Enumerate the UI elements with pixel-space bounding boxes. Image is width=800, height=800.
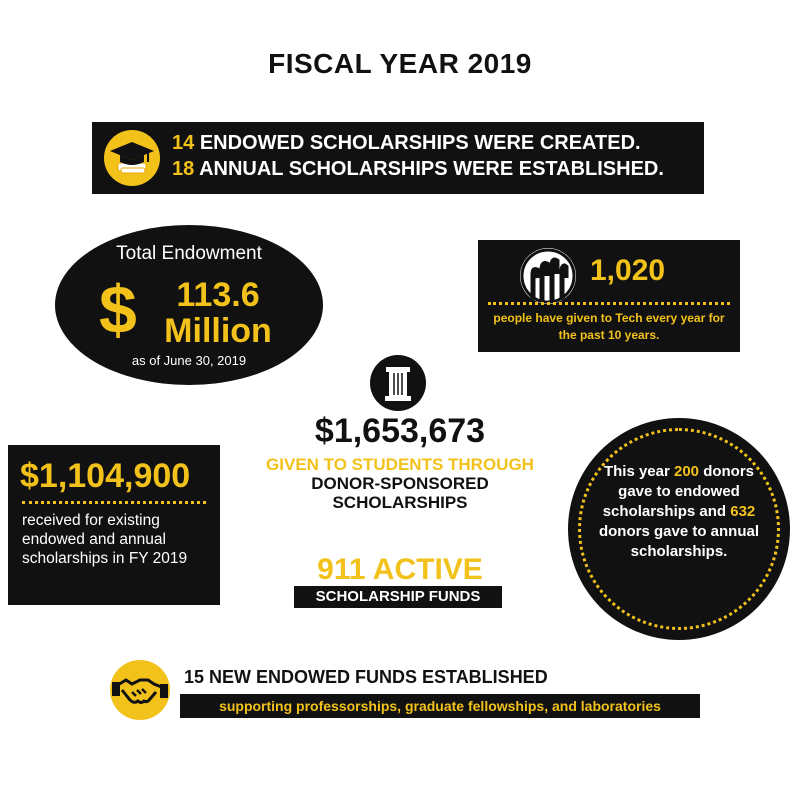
endowment-amount-unit: Million [164,312,272,350]
existing-text: received for existing endowed and annual scholarships in FY 2019 [22,512,188,567]
handshake-icon [110,660,170,720]
given-line-3: SCHOLARSHIPS [332,493,468,512]
endowed-text: ENDOWED SCHOLARSHIPS WERE CREATED. [199,132,641,154]
given-subtitle: GIVEN TO STUDENTS THROUGH [266,455,534,474]
year-donors-text: This year 200 donors gave to endowed scholarships and 632 donors gave to annual scholarships. [598,463,760,560]
endowed-count: 14 [172,132,195,154]
column-icon [370,355,426,411]
yearly-donors-text: people have given to Tech every year for the past 10 years. [493,311,725,342]
year-donors-circle [568,418,790,640]
endowment-date: as of June 30, 2019 [131,353,247,368]
dollar-sign: $ [99,272,137,348]
yearly-donors-box [478,240,740,352]
given-amount: $1,653,673 [314,412,486,450]
graduation-cap-icon [104,130,160,186]
active-funds-label: SCHOLARSHIP FUNDS [294,586,502,608]
given-line-2: DONOR-SPONSORED [311,474,489,493]
raised-hands-icon [520,248,576,304]
annual-scholarships-line [172,158,664,181]
new-funds-subtitle: supporting professorships, graduate fellowships, and laboratories [180,694,700,718]
given-description [200,474,600,512]
dotted-divider [22,501,206,504]
new-funds-title: 15 NEW ENDOWED FUNDS ESTABLISHED [184,667,548,687]
endowed-scholarships-line [172,132,641,155]
annual-donor-count: 632 [730,503,756,520]
page-title: FISCAL YEAR 2019 [268,48,532,79]
existing-amount: $1,104,900 [20,457,191,495]
dotted-divider [488,302,730,305]
total-endowment [55,225,323,385]
active-funds-count: 911 ACTIVE [317,553,483,586]
annual-count: 18 [172,158,195,180]
endowment-label: Total Endowment [116,243,262,264]
annual-text: ANNUAL SCHOLARSHIPS WERE ESTABLISHED. [199,158,664,180]
endowment-amount-number: 113.6 [176,276,260,314]
endowed-donor-count: 200 [674,463,700,480]
existing-scholarships-box [8,445,220,605]
scholarships-banner [92,122,704,194]
endowment-amount [153,277,283,349]
yearly-donors-count: 1,020 [590,254,666,287]
